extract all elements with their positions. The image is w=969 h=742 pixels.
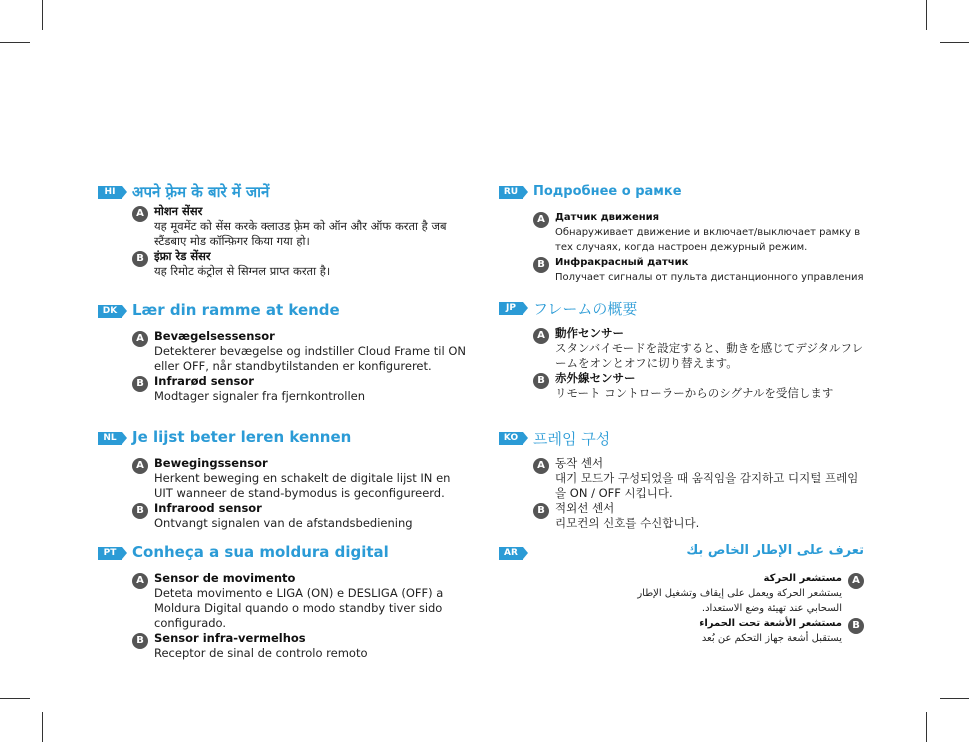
crop-mark xyxy=(0,42,30,43)
sensor-description: 리모컨의 신호를 수신합니다. xyxy=(555,516,700,530)
language-badge: JP xyxy=(499,302,523,315)
sensor-name: Инфракрасный датчик xyxy=(555,257,689,268)
sensor-description: Receptor de sinal de controlo remoto xyxy=(154,646,368,660)
sensor-description: يستقبل أشعة جهاز التحكم عن بُعد xyxy=(701,633,842,644)
marker-b: B xyxy=(533,257,549,273)
sensor-name: Sensor de movimento xyxy=(154,571,296,585)
sensor-item-b xyxy=(533,371,869,401)
crop-mark xyxy=(926,712,927,742)
sensor-description: Herkent beweging en schakelt de digitale lijst IN en UIT wanneer de stand-bymodus is geconfigureerd. xyxy=(154,471,451,500)
marker-b: B xyxy=(533,373,549,389)
section-title: अपने फ़्रेम के बारे में जानें xyxy=(132,183,270,201)
sensor-name: 적외선 센서 xyxy=(555,501,615,515)
section-arabic xyxy=(499,543,864,646)
language-badge: DK xyxy=(98,305,122,318)
marker-a: A xyxy=(533,212,549,228)
language-badge: NL xyxy=(98,432,122,445)
sensor-name: Bewegingssensor xyxy=(154,456,268,470)
section-portuguese xyxy=(98,543,468,661)
sensor-description: スタンバイモードを設定すると、動きを感じてデジタルフレームをオンとオフに切り替えます。 xyxy=(555,341,864,370)
language-badge: HI xyxy=(98,186,122,199)
section-title: フレームの概要 xyxy=(533,300,638,318)
section-title: Conheça a sua moldura digital xyxy=(132,543,389,561)
sensor-item-b xyxy=(533,255,869,285)
sensor-item-b xyxy=(132,374,468,404)
sensor-item-a xyxy=(533,210,869,255)
marker-b: B xyxy=(848,618,864,634)
marker-a: A xyxy=(132,573,148,589)
marker-a: A xyxy=(848,573,864,589)
crop-mark xyxy=(42,0,43,30)
sensor-item-b xyxy=(132,249,468,279)
sensor-name: Bevægelsessensor xyxy=(154,329,275,343)
sensor-item-b xyxy=(499,616,864,646)
section-title: Подробнее о рамке xyxy=(533,184,682,199)
language-badge: KO xyxy=(499,432,523,445)
marker-a: A xyxy=(533,328,549,344)
sensor-description: Deteta movimento e LIGA (ON) e DESLIGA (OFF) a Moldura Digital quando o modo standby tiver sido configurado. xyxy=(154,586,444,630)
sensor-name: مستشعر الحركة xyxy=(763,573,842,584)
section-title: تعرف على الإطار الخاص بك xyxy=(686,543,864,558)
crop-mark xyxy=(926,0,927,30)
marker-a: A xyxy=(132,206,148,222)
section-title: Je lijst beter leren kennen xyxy=(132,428,352,446)
sensor-item-b xyxy=(132,501,468,531)
section-title: 프레임 구성 xyxy=(533,430,611,448)
marker-a: A xyxy=(132,458,148,474)
marker-b: B xyxy=(132,376,148,392)
crop-mark xyxy=(0,698,30,699)
sensor-item-b xyxy=(533,501,869,531)
sensor-item-a xyxy=(533,326,869,371)
sensor-description: Detekterer bevægelse og indstiller Cloud Frame til ON eller OFF, når standbytilstanden er konfigureret. xyxy=(154,344,466,373)
sensor-description: Modtager signaler fra fjernkontrollen xyxy=(154,389,366,403)
sensor-item-a xyxy=(132,571,468,631)
marker-b: B xyxy=(132,503,148,519)
language-badge: AR xyxy=(499,547,523,560)
crop-mark xyxy=(940,42,969,43)
marker-b: B xyxy=(132,633,148,649)
marker-b: B xyxy=(533,503,549,519)
sensor-description: यह मूवमेंट को सेंस करके क्लाउड फ़्रेम को ऑन और ऑफ करता है जब स्टैंडबाए मोड कॉन्फ़िगर किया गया हो। xyxy=(154,219,447,248)
language-badge: PT xyxy=(98,547,122,560)
sensor-item-a xyxy=(132,329,468,374)
marker-a: A xyxy=(533,458,549,474)
sensor-description: Получает сигналы от пульта дистанционного управления xyxy=(555,272,864,283)
sensor-name: Датчик движения xyxy=(555,212,660,223)
sensor-description: 대기 모드가 구성되었을 때 움직임을 감지하고 디지털 프레임을 ON / OFF 시킵니다. xyxy=(555,471,859,500)
sensor-name: इंफ्रा रेड सेंसर xyxy=(154,249,211,263)
sensor-item-a xyxy=(132,456,468,501)
section-title: Lær din ramme at kende xyxy=(132,301,340,319)
sensor-name: 동작 센서 xyxy=(555,456,604,470)
section-dutch xyxy=(98,428,468,531)
section-korean xyxy=(499,428,869,531)
sensor-description: Обнаруживает движение и включает/выключает рамку в тех случаях, когда настроен дежурный режим. xyxy=(555,227,861,253)
sensor-description: Ontvangt signalen van de afstandsbediening xyxy=(154,516,413,530)
section-danish xyxy=(98,301,468,404)
sensor-name: 赤外線センサー xyxy=(555,371,636,385)
sensor-description: يستشعر الحركة ويعمل على إيقاف وتشغيل الإطار السحابي عند تهيئة وضع الاستعداد. xyxy=(637,588,842,614)
sensor-name: मोशन सेंसर xyxy=(154,204,203,218)
sensor-name: مستشعر الأشعة تحت الحمراء xyxy=(699,618,842,629)
sensor-description: यह रिमोट कंट्रोल से सिग्नल प्राप्त करता है। xyxy=(154,264,331,278)
sensor-description: リモート コントローラーからのシグナルを受信します xyxy=(555,386,834,400)
sensor-name: Sensor infra-vermelhos xyxy=(154,631,306,645)
sensor-name: 動作センサー xyxy=(555,326,624,340)
sensor-item-a xyxy=(533,456,869,501)
sensor-item-a xyxy=(132,204,468,249)
section-hindi xyxy=(98,182,468,279)
crop-mark xyxy=(940,698,969,699)
sensor-name: Infrarød sensor xyxy=(154,374,254,388)
sensor-item-a xyxy=(499,571,864,616)
section-japanese xyxy=(499,298,869,401)
marker-b: B xyxy=(132,251,148,267)
sensor-name: Infrarood sensor xyxy=(154,501,262,515)
language-badge: RU xyxy=(499,186,523,199)
section-russian xyxy=(499,182,869,285)
marker-a: A xyxy=(132,331,148,347)
sensor-item-b xyxy=(132,631,468,661)
crop-mark xyxy=(42,712,43,742)
